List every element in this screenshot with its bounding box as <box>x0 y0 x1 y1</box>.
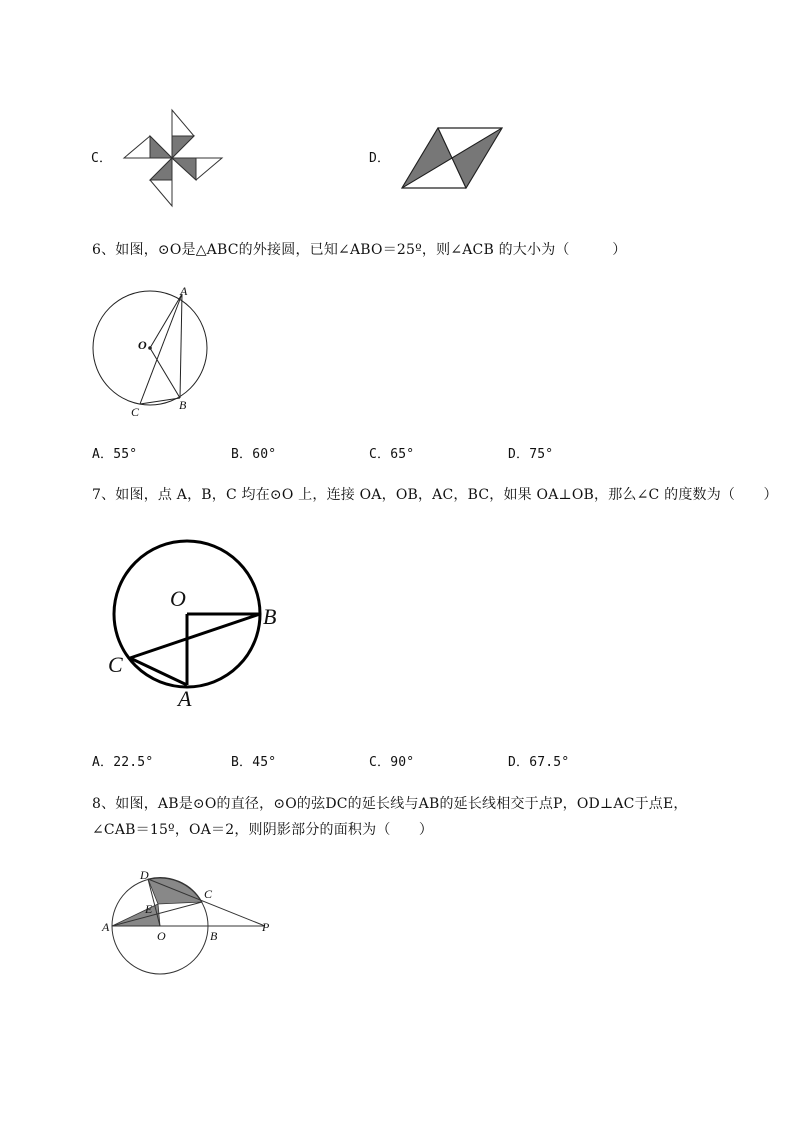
parallelogram-figure <box>400 126 504 190</box>
q8-label-e: E <box>145 902 153 916</box>
q8-label-d: D <box>140 868 149 882</box>
q7-label-b: B <box>263 604 277 629</box>
q6-label-a: A <box>180 284 188 298</box>
q7-circle-figure <box>110 540 270 692</box>
q7-option-a[interactable]: A．22.5° <box>92 755 154 770</box>
q8-label-p: P <box>262 920 270 934</box>
q6-label-o: O <box>138 338 147 352</box>
q7-stem: 7、如图，点 A，B，C 均在⊙O 上，连接 OA，OB，AC，BC，如果 OA⊥OB，那么∠C 的度数为（ ） <box>92 487 778 503</box>
q8-label-c: C <box>204 887 213 901</box>
q7-label-a: A <box>178 686 192 711</box>
option-c-label: C． <box>91 151 113 166</box>
q6-option-b[interactable]: B．60° <box>231 447 277 462</box>
q6-circle-figure <box>90 286 220 420</box>
q7-option-b[interactable]: B．45° <box>231 755 277 770</box>
q7-label-o: O <box>170 586 186 611</box>
q8-label-b: B <box>210 929 218 943</box>
q7-option-d[interactable]: D．67.5° <box>508 755 570 770</box>
pinwheel-figure <box>120 108 230 212</box>
q6-label-c: C <box>131 405 140 419</box>
q8-circle-figure <box>100 864 280 984</box>
q8-stem-line1: 8、如图，AB是⊙O的直径，⊙O的弦DC的延长线与AB的延长线相交于点P，OD⊥AC于点E， <box>92 796 688 812</box>
q8-label-o: O <box>157 929 166 943</box>
q6-option-c[interactable]: C．65° <box>369 447 415 462</box>
q6-option-a[interactable]: A．55° <box>92 447 138 462</box>
q6-label-b: B <box>179 398 187 412</box>
q7-label-c: C <box>108 652 123 677</box>
q6-stem: 6、如图，⊙O是△ABC的外接圆，已知∠ABO＝25º，则∠ACB 的大小为（ ） <box>92 242 627 258</box>
q7-option-c[interactable]: C．90° <box>369 755 415 770</box>
q6-option-d[interactable]: D．75° <box>508 447 554 462</box>
q8-label-a: A <box>102 920 110 934</box>
option-d-label: D． <box>369 151 391 166</box>
q8-stem-line2: ∠CAB＝15º，OA＝2，则阴影部分的面积为（ ） <box>92 822 434 838</box>
